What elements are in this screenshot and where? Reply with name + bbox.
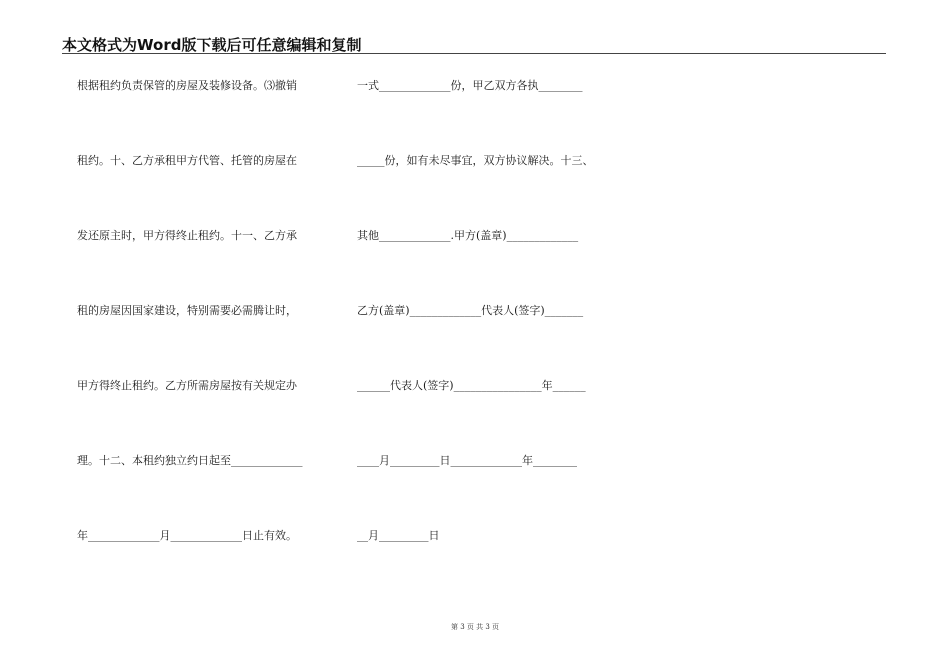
text-line: _____份，如有未尽事宜，双方协议解决。十三、: [357, 154, 594, 167]
text-line: 年_____________月_____________日止有效。: [77, 529, 297, 542]
text-line: 甲方得终止租约。乙方所需房屋按有关规定办: [77, 379, 297, 392]
text-line: 根据租约负责保管的房屋及装修设备。⑶撤销: [77, 79, 297, 92]
text-line: 发还原主时，甲方得终止租约。十一、乙方承: [77, 229, 297, 242]
header-divider: [62, 53, 886, 54]
text-line: ______代表人(签字)________________年______: [357, 379, 586, 392]
text-line: 乙方(盖章)_____________代表人(签字)_______: [357, 304, 584, 317]
page-header-title: 本文格式为Word版下载后可任意编辑和复制: [62, 36, 362, 54]
text-line: 其他_____________.甲方(盖章)_____________: [357, 229, 579, 242]
text-line: ____月_________日_____________年________: [357, 454, 577, 467]
text-line: 租约。十、乙方承租甲方代管、托管的房屋在: [77, 154, 297, 167]
text-line: 一式_____________份，甲乙双方各执________: [357, 79, 583, 92]
text-line: 租的房屋因国家建设，特别需要必需腾让时，: [77, 304, 297, 317]
page-number: 第 3 页 共 3 页: [450, 623, 500, 631]
text-line: 理。十二、本租约独立约日起至_____________: [77, 454, 303, 467]
text-line: __月_________日: [357, 529, 440, 542]
